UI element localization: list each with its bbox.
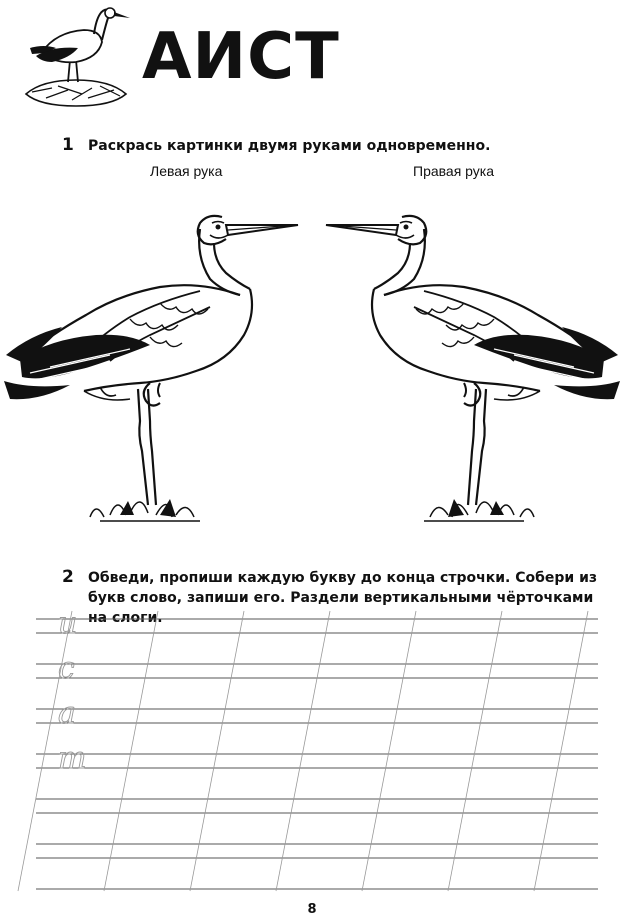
trace-letter: с bbox=[58, 651, 75, 686]
trace-letter: т bbox=[58, 741, 87, 776]
page-title: АИСТ bbox=[142, 20, 340, 94]
left-hand-label: Левая рука bbox=[150, 163, 223, 179]
handwriting-lines bbox=[0, 605, 624, 895]
right-stork bbox=[326, 216, 620, 521]
slant-guide-line bbox=[190, 611, 244, 891]
slant-guide-line bbox=[276, 611, 330, 891]
task-1-number: 1 bbox=[62, 135, 74, 155]
left-stork bbox=[4, 216, 298, 521]
slant-guide-line bbox=[362, 611, 416, 891]
slant-guide-line bbox=[448, 611, 502, 891]
slant-guide-line bbox=[534, 611, 588, 891]
right-hand-label: Правая рука bbox=[413, 163, 495, 179]
page-number: 8 bbox=[307, 902, 317, 917]
trace-letter: и bbox=[58, 606, 78, 641]
task-2-number: 2 bbox=[62, 567, 74, 587]
trace-letter: а bbox=[58, 696, 76, 731]
stork-illustrations bbox=[0, 195, 624, 535]
slant-guide-line bbox=[104, 611, 158, 891]
stork-logo-icon bbox=[22, 2, 130, 112]
task-1-instruction: Раскрась картинки двумя руками одновременно. bbox=[88, 138, 491, 154]
task-2-instruction: Обведи, пропиши каждую букву до конца строчки. Собери из букв слово, запиши его. Раздели вертикальными чёрточками на слоги. bbox=[88, 570, 598, 626]
